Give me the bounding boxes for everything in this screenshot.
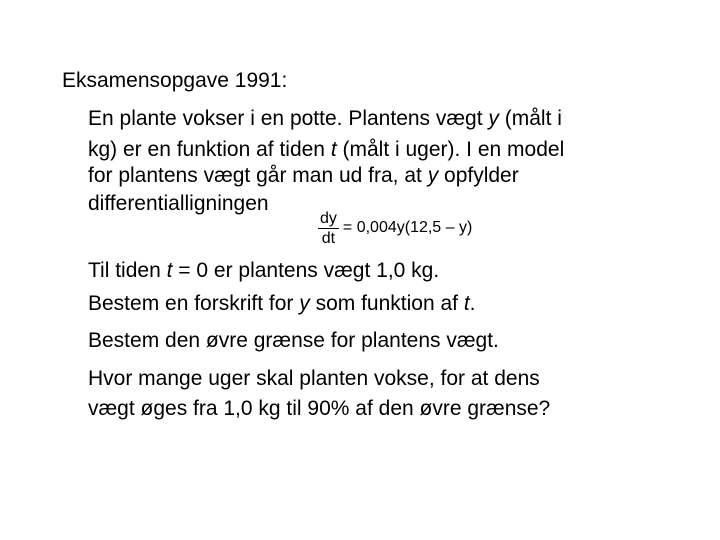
fraction-numerator: dy [320,209,337,227]
problem-text-line-4: differentialligningen [88,192,269,215]
derivative-fraction [318,209,339,248]
question-line-2: Bestem en forskrift for y som funktion af t. [88,292,476,315]
problem-text-line-1: En plante vokser i en potte. Plantens vægt y (målt i [88,107,562,130]
equation-right-side: = 0,004y(12,5 – y) [342,219,473,236]
problem-text-line-3: for plantens vægt går man ud fra, at y opfylder [88,164,519,187]
problem-text-line-2: kg) er en funktion af tiden t (målt i uger). I en model [88,138,565,161]
differential-equation [318,204,472,252]
question-line-5: vægt øges fra 1,0 kg til 90% af den øvre grænse? [88,397,551,420]
question-line-1: Til tiden t = 0 er plantens vægt 1,0 kg. [88,259,440,282]
exam-title: Eksamensopgave 1991: [62,69,288,92]
question-line-3: Bestem den øvre grænse for plantens vægt. [88,329,499,352]
fraction-denominator: dt [321,229,336,247]
question-line-4: Hvor mange uger skal planten vokse, for at dens [88,367,540,390]
